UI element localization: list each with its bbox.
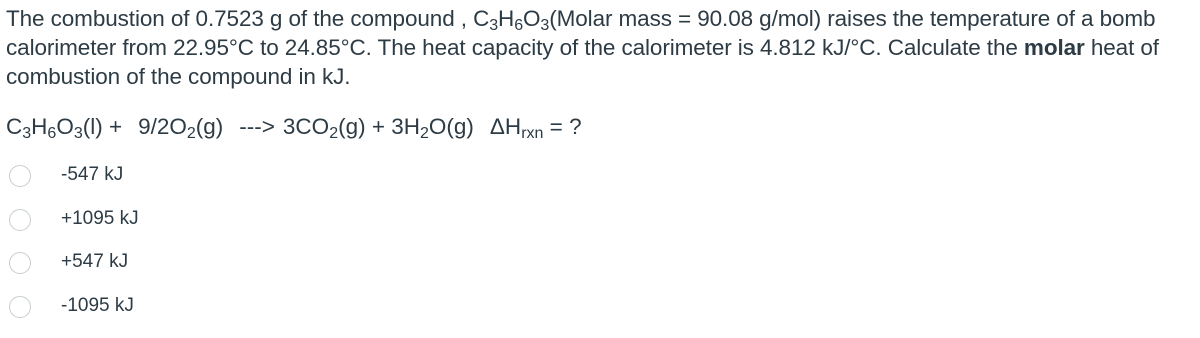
- reactant-1: [6, 114, 122, 139]
- radio-button[interactable]: [9, 296, 31, 318]
- formula-h: H: [498, 6, 514, 31]
- answer-label[interactable]: +1095 kJ: [61, 208, 139, 230]
- product-1-state: (g) + 3H: [338, 114, 420, 139]
- answer-option[interactable]: [0, 164, 1200, 208]
- answer-option[interactable]: [0, 295, 1200, 338]
- answer-option[interactable]: [0, 251, 1200, 295]
- reactant-1-state: (l) +: [83, 114, 122, 139]
- formula-c: C: [473, 6, 489, 31]
- question-part-1: The combustion of 0.7523 g of the compound ,: [6, 6, 473, 31]
- product-2-formula: O(g): [429, 114, 474, 139]
- reactant-1-h: H: [31, 114, 47, 139]
- compound-formula: [473, 6, 549, 31]
- delta-h-question: = ?: [543, 114, 581, 139]
- radio-button[interactable]: [9, 209, 31, 231]
- formula-o-count: 3: [540, 17, 549, 34]
- answer-option[interactable]: [0, 208, 1200, 252]
- answer-label[interactable]: -547 kJ: [61, 164, 123, 186]
- product-1: [283, 114, 420, 139]
- reactant-1-h-count: 6: [47, 125, 56, 142]
- radio-button[interactable]: [9, 252, 31, 274]
- formula-h-count: 6: [514, 17, 523, 34]
- question-part-2: (Molar mass = 90.08 g/mol) raises the temperature of a bomb calorimeter from 22.95°C to 24.85°C. The heat capacity of the calorimeter is 4.812 kJ/°C. Calculate the: [6, 6, 1155, 60]
- formula-o: O: [523, 6, 540, 31]
- delta-h: [490, 114, 582, 139]
- reactant-1-o-count: 3: [74, 125, 83, 142]
- radio-button[interactable]: [9, 165, 31, 187]
- reactant-2-count: 2: [187, 125, 196, 142]
- reactant-2-formula: 9/2O: [138, 114, 187, 139]
- product-2-count: 2: [420, 125, 429, 142]
- product-1-formula: 3CO: [283, 114, 329, 139]
- reactant-1-o: O: [56, 114, 74, 139]
- question-bold-word: molar: [1024, 35, 1085, 60]
- answer-label[interactable]: +547 kJ: [61, 251, 128, 273]
- reaction-arrow: --->: [239, 114, 275, 139]
- product-1-count: 2: [329, 125, 338, 142]
- answer-label[interactable]: -1095 kJ: [61, 295, 134, 317]
- question-text: [6, 4, 1196, 91]
- answer-options: [0, 164, 1200, 338]
- formula-c-count: 3: [489, 17, 498, 34]
- reactant-2-state: (g): [196, 114, 224, 139]
- delta-h-subscript: rxn: [521, 125, 543, 142]
- reactant-1-c: C: [6, 114, 22, 139]
- reaction-equation: [6, 112, 582, 142]
- reactant-1-c-count: 3: [22, 125, 31, 142]
- delta-h-symbol: ΔH: [490, 114, 521, 139]
- reactant-2: [138, 114, 223, 139]
- question-part-3: heat of combustion of the compound in kJ.: [6, 35, 1159, 89]
